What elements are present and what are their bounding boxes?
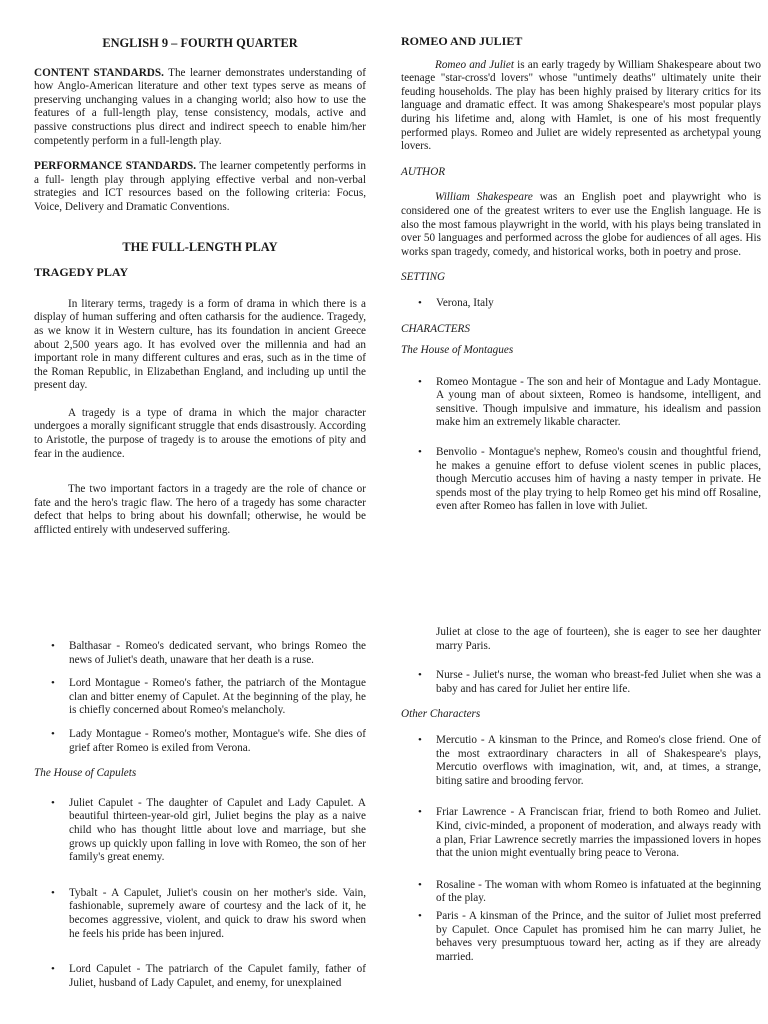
list-item	[401, 910, 761, 964]
other-characters-label: Other Characters	[401, 708, 481, 721]
page-two-right-column	[401, 626, 761, 964]
juliet-description: Juliet Capulet - The daughter of Capulet and Lady Capulet. A beautiful thirteen-year-old girl, Juliet begins the play as a naive child who has thought little about love and marriage, but she grows up quickly upon falling in love with Romeo, the son of her family's great enemy.	[69, 796, 366, 864]
bullet-icon: •	[51, 886, 55, 899]
tragedy-paragraph-3: The two important factors in a tragedy are the role of chance or fate and the hero's tragic flaw. The hero of a tragedy has some character defect that helps to bring about his downfall; otherwise, he would be afflicted entirely with undeserved suffering.	[34, 483, 366, 537]
list-item	[401, 806, 761, 860]
lord-montague-description: Lord Montague - Romeo's father, the patriarch of the Montague clan and bitter enemy of Capulet. At the beginning of the play, he is chiefly concerned about Romeo's melancholy.	[69, 677, 366, 717]
content-standards-text: The learner demonstrates understanding of how Anglo-American literature and other text types serve as means of preserving unchanging values in a changing world; also how to use the features of a full-length play, tense consistency, modals, active and passive constructions plus direct and indirect speech to enable him/her competently perform in a full-length play.	[34, 66, 366, 147]
romeo-juliet-intro	[401, 59, 761, 154]
list-item	[34, 887, 366, 941]
page-two-left-column	[34, 640, 366, 990]
performance-standards-label: PERFORMANCE STANDARDS.	[34, 160, 197, 173]
capulets-list	[34, 797, 366, 991]
lord-capulet-description: Lord Capulet - The patriarch of the Capulet family, father of Juliet, husband of Lady Capulet, and enemy, for unexplained	[69, 963, 366, 989]
author-paragraph	[401, 191, 761, 259]
tragedy-play-heading: TRAGEDY PLAY	[34, 265, 129, 280]
bullet-icon: •	[51, 640, 55, 652]
bullet-icon: •	[51, 727, 55, 740]
bullet-icon: •	[51, 677, 55, 690]
tybalt-description: Tybalt - A Capulet, Juliet's cousin on her mother's side. Vain, fashionable, supremely aware of courtesy and the lack of it, he becomes aggressive, violent, and quick to draw his sword when he feels his pride has been injured.	[69, 886, 366, 940]
lady-capulet-continuation: Juliet at close to the age of fourteen), she is eager to see her daughter marry Paris.	[436, 626, 761, 652]
performance-standards-text: The learner competently performs in a full- length play through applying effective verbal and non-verbal strategies and ICT resources based on the following criteria: Focus, Voice, Delivery and Dramatic Conventions.	[34, 160, 366, 213]
page-one-left-column	[34, 37, 366, 538]
balthasar-description: Balthasar - Romeo's dedicated servant, who brings Romeo the news of Juliet's death, unaware that her death is a ruse.	[69, 640, 366, 666]
capulets-label: The House of Capulets	[34, 767, 137, 780]
bullet-icon: •	[418, 806, 422, 819]
lady-montague-description: Lady Montague - Romeo's mother, Montague's wife. She dies of grief after Romeo is exiled from Verona.	[69, 727, 366, 754]
paris-description: Paris - A kinsman of the Prince, and the suitor of Juliet most preferred by Capulet. Once Capulet has promised him he can marry Juliet, he behaves very presumptuous toward her, acting as if they are already married.	[436, 909, 761, 963]
content-standards-paragraph	[34, 67, 366, 149]
montagues-list-continued	[34, 640, 366, 755]
content-standards-label: CONTENT STANDARDS.	[34, 66, 164, 79]
play-title-italic: Romeo and Juliet	[435, 58, 514, 71]
list-item	[401, 879, 761, 906]
capulets-list-continued	[401, 669, 761, 696]
full-length-play-title: THE FULL-LENGTH PLAY	[122, 239, 278, 254]
bullet-icon: •	[418, 375, 422, 388]
montagues-label: The House of Montagues	[401, 344, 514, 357]
list-item	[34, 963, 366, 990]
page-one-right-column	[401, 35, 761, 514]
list-item	[34, 640, 366, 667]
tragedy-paragraph-2: A tragedy is a type of drama in which the major character undergoes a morally significant struggle that ends disastrously. According to Aristotle, the purpose of tragedy is to arouse the emotions of pity and fear in the audience.	[34, 406, 366, 460]
list-item	[34, 677, 366, 718]
montagues-list	[401, 376, 761, 514]
page-two	[0, 600, 768, 1024]
bullet-icon: •	[418, 669, 422, 682]
list-item	[401, 376, 761, 430]
list-item	[401, 297, 761, 311]
list-item	[34, 728, 366, 755]
friar-lawrence-description: Friar Lawrence - A Franciscan friar, friend to both Romeo and Juliet. Kind, civic-minded, a proponent of moderation, and always ready with a plan, Friar Lawrence secretly marries the impassioned lovers in hopes that the union might eventually bring peace to Verona.	[436, 806, 761, 860]
benvolio-description: Benvolio - Montague's nephew, Romeo's cousin and thoughtful friend, he makes a genuine effort to defuse violent scenes in public places, though Mercutio accuses him of having a nasty temper in private. He spends most of the play trying to help Romeo get his mind off Rosaline, even after Romeo has fallen in love with Juliet.	[436, 446, 761, 513]
other-characters-list	[401, 734, 761, 964]
author-name-italic: William Shakespeare	[435, 191, 533, 204]
setting-item: Verona, Italy	[436, 296, 494, 309]
document-title: ENGLISH 9 – FOURTH QUARTER	[102, 36, 298, 50]
author-label: AUTHOR	[401, 165, 446, 178]
list-item	[34, 797, 366, 865]
tragedy-paragraph-1: In literary terms, tragedy is a form of drama in which there is a display of human suffering and often catharsis for the audience. Tragedy, as we know it in Western culture, has its foundation in ancient Greece about 2,500 years ago. It has evolved over the millennia and had an important role in many different cultures and eras, such as in the time of the Roman Republic, in Elizabethan England, and including up until the present day.	[34, 297, 366, 392]
bullet-icon: •	[418, 446, 422, 459]
rosaline-description: Rosaline - The woman with whom Romeo is infatuated at the beginning of the play.	[436, 878, 761, 905]
bullet-icon: •	[51, 963, 55, 976]
bullet-icon: •	[418, 296, 422, 309]
nurse-description: Nurse - Juliet's nurse, the woman who breast-fed Juliet when she was a baby and has cared for Juliet her entire life.	[436, 669, 761, 695]
romeo-juliet-title: ROMEO AND JULIET	[401, 34, 523, 48]
setting-label: SETTING	[401, 271, 446, 284]
bullet-icon: •	[418, 909, 422, 922]
characters-label: CHARACTERS	[401, 322, 470, 335]
list-item	[401, 669, 761, 696]
bullet-icon: •	[418, 878, 422, 891]
list-item	[401, 734, 761, 788]
performance-standards-paragraph	[34, 160, 366, 214]
romeo-juliet-intro-text: is an early tragedy by William Shakespeare about two teenage "star-cross'd lovers" whose "untimely deaths" ultimately unite their feuding households. The play has been highly praised by literary critics for its language and dramatic effect. It was among Shakespeare's most popular plays during his lifetime and, along with Hamlet, is one of his most frequently performed plays. Romeo and Juliet are widely represented as archetypal young lovers.	[401, 58, 761, 153]
bullet-icon: •	[418, 733, 422, 746]
bullet-icon: •	[51, 796, 55, 809]
romeo-description: Romeo Montague - The son and heir of Montague and Lady Montague. A young man of about sixteen, Romeo is handsome, intelligent, and sensitive. Though impulsive and immature, his idealism and passion make him an extremely likable character.	[436, 375, 761, 429]
author-text: was an English poet and playwright who is considered one of the greatest writers to ever use the English language. He is also the most famous playwright in the world, with his plays being translated in over 50 languages and performed across the globe for audiences of all ages. His works span tragedy, comedy, and historical works, both in poetry and prose.	[401, 191, 761, 258]
list-item	[401, 446, 761, 514]
mercutio-description: Mercutio - A kinsman to the Prince, and Romeo's close friend. One of the most extraordinary characters in all of Shakespeare's plays, Mercutio overflows with imagination, wit, and, at times, a strange, biting satire and brooding fervor.	[436, 733, 761, 787]
setting-list	[401, 297, 761, 311]
